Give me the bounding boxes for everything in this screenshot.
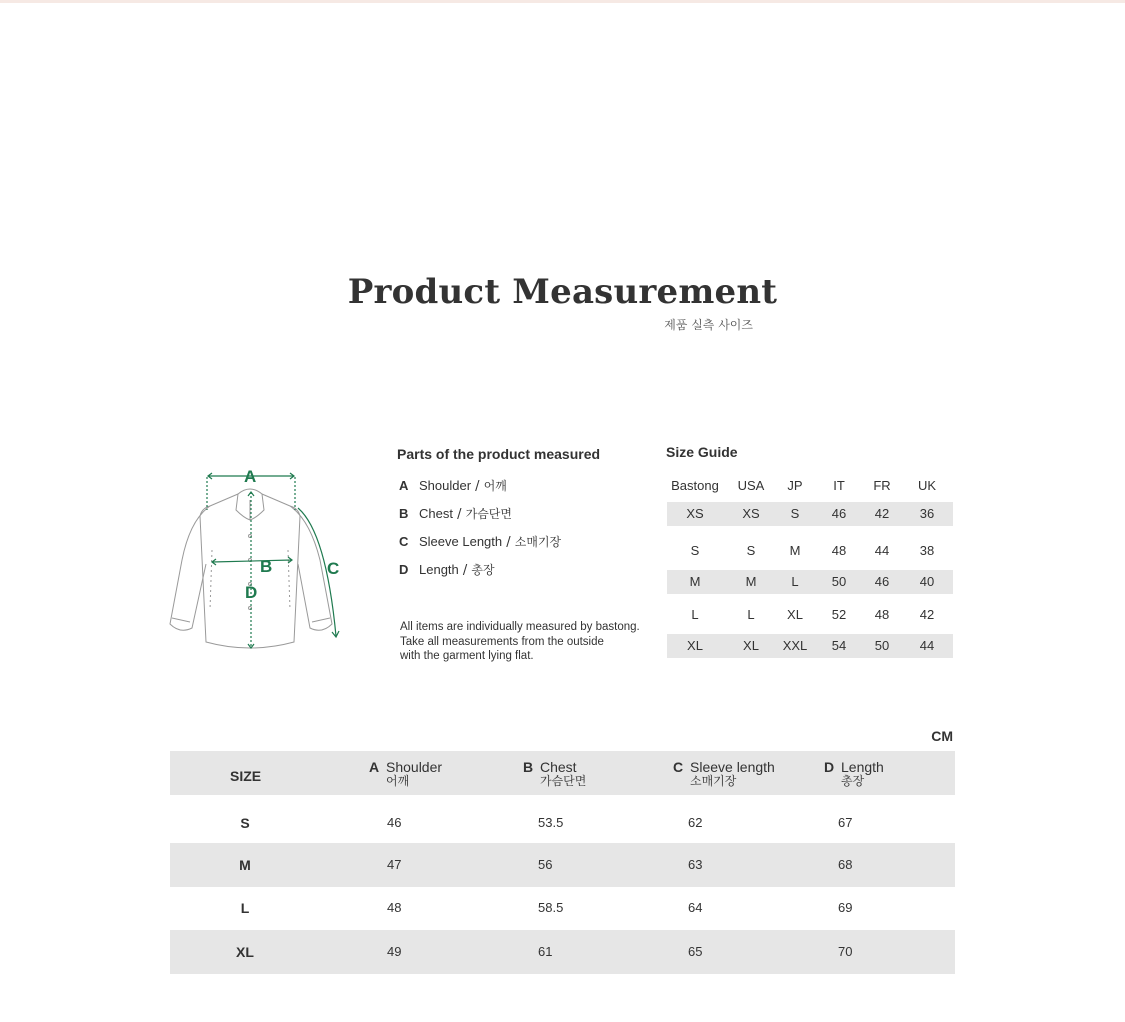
size-guide-cell: 48 (874, 607, 890, 622)
size-guide-cell: 44 (919, 638, 935, 653)
marker-a: A (244, 467, 257, 486)
part-item-sleeve-length: C Sleeve Length / 소매기장 (399, 534, 562, 550)
column-name: Chest (540, 759, 577, 775)
unit-label: CM (931, 728, 953, 744)
size-guide-cell: XL (743, 638, 759, 653)
measurement-value: 48 (387, 900, 402, 915)
size-guide-cell: S (746, 543, 756, 558)
size-guide-cell: S (690, 543, 700, 558)
measurement-value: 58.5 (538, 900, 564, 915)
column-korean: 어깨 (386, 774, 410, 788)
size-guide-cell: M (745, 574, 757, 589)
parts-title: Parts of the product measured (397, 446, 601, 462)
parts-measured-section (397, 446, 647, 662)
measurement-value: 53.5 (538, 815, 564, 830)
size-guide-row (667, 502, 953, 526)
size-guide-cell: UK (917, 478, 937, 493)
table-row (170, 930, 955, 974)
size-guide-row (667, 539, 953, 563)
size-guide-cell: 54 (831, 638, 847, 653)
size-guide-cell: USA (737, 478, 765, 493)
table-row (170, 886, 955, 930)
column-header-chest (523, 759, 586, 788)
table-row (170, 843, 955, 887)
marker-c: C (327, 559, 340, 578)
size-guide-cell: 40 (919, 574, 935, 589)
column-letter: B (523, 759, 534, 775)
column-name: Shoulder (386, 759, 443, 775)
measurement-note: All items are individually measured by bastong. Take all measurements from the outside with the garment lying flat. (400, 621, 640, 662)
size-guide-cell: Bastong (671, 478, 719, 493)
size-guide-cell: L (791, 574, 799, 589)
size-column-header: SIZE (230, 768, 262, 784)
top-divider (0, 0, 1125, 3)
size-guide-cell: XS (742, 506, 760, 521)
marker-d: D (245, 583, 258, 602)
size-cell: XL (236, 944, 254, 960)
measurement-value: 63 (688, 857, 703, 872)
measurement-value: 46 (387, 815, 402, 830)
size-guide-cell: M (689, 574, 701, 589)
size-guide-cell: 42 (874, 506, 890, 521)
size-guide-cell: XL (787, 607, 803, 622)
size-guide-cell: 42 (919, 607, 935, 622)
marker-b: B (260, 557, 273, 576)
size-guide-cell: FR (873, 478, 891, 493)
page-subtitle: 제품 실측 사이즈 (664, 318, 753, 332)
size-guide-cell: 48 (831, 543, 847, 558)
measurement-value: 65 (688, 944, 703, 959)
size-guide-cell: L (691, 607, 699, 622)
size-guide-row (667, 570, 953, 594)
column-header-shoulder (369, 759, 442, 788)
size-guide-cell: 44 (874, 543, 890, 558)
size-guide-title: Size Guide (666, 444, 738, 460)
size-guide-cell: 46 (874, 574, 890, 589)
measurement-value: 69 (838, 900, 853, 915)
size-guide-cell: XXL (782, 638, 808, 653)
measurement-value: 64 (688, 900, 703, 915)
size-guide-row (667, 634, 953, 658)
size-guide-cell: 46 (831, 506, 847, 521)
size-guide-cell: JP (787, 478, 803, 493)
column-name: Length (841, 759, 884, 775)
size-guide-cell: IT (833, 478, 845, 493)
part-item-shoulder: A Shoulder / 어깨 (399, 478, 507, 494)
column-letter: D (824, 759, 835, 775)
measurement-value: 56 (538, 857, 553, 872)
column-letter: C (673, 759, 684, 775)
measurement-value: 67 (838, 815, 853, 830)
size-guide-cell: XS (686, 506, 704, 521)
measurement-value: 49 (387, 944, 402, 959)
column-header-sleeve-length (673, 759, 775, 788)
size-guide-cell: S (790, 506, 800, 521)
size-guide-cell: 52 (831, 607, 847, 622)
part-item-chest: B Chest / 가슴단면 (399, 506, 512, 522)
column-header-length (824, 759, 884, 788)
measurement-value: 47 (387, 857, 402, 872)
size-cell: M (239, 857, 251, 873)
size-guide-cell: 38 (919, 543, 935, 558)
column-name: Sleeve length (690, 759, 775, 775)
size-cell: L (240, 900, 250, 916)
size-guide-cell: XL (687, 638, 703, 653)
table-row (170, 801, 955, 845)
column-korean: 총장 (841, 774, 865, 788)
page-title: Product Measurement (347, 272, 778, 312)
size-guide-cell: L (747, 607, 755, 622)
column-korean: 가슴단면 (540, 774, 587, 788)
measurement-value: 62 (688, 815, 703, 830)
size-guide-cell: 50 (874, 638, 890, 653)
measurement-table-header (170, 751, 955, 795)
part-item-length: D Length / 총장 (399, 562, 495, 578)
measurement-value: 61 (538, 944, 553, 959)
size-guide-header-row (667, 474, 953, 498)
size-guide-section (666, 444, 956, 653)
shirt-measurement-diagram (160, 460, 360, 660)
size-guide-cell: M (789, 543, 801, 558)
shirt-outline-icon (160, 460, 360, 660)
measurement-table (170, 751, 955, 975)
size-guide-row (667, 603, 953, 627)
column-korean: 소매기장 (690, 774, 737, 788)
column-letter: A (369, 759, 380, 775)
measurement-value: 68 (838, 857, 853, 872)
size-cell: S (240, 815, 250, 831)
size-guide-cell: 50 (831, 574, 847, 589)
size-guide-cell: 36 (919, 506, 935, 521)
measurement-value: 70 (838, 944, 853, 959)
